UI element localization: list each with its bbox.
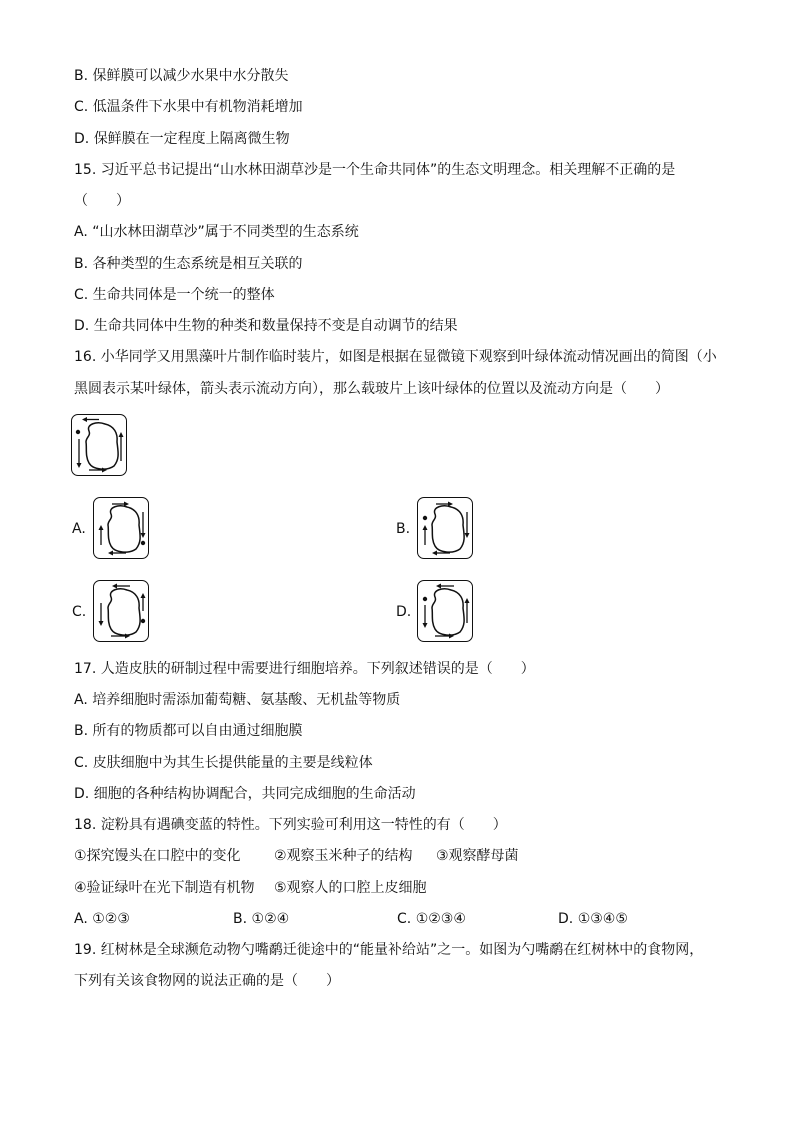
q19-stem-line2: 下列有关该食物网的说法正确的是（ ） — [74, 973, 340, 989]
arrowhead — [112, 584, 117, 589]
chloroplast-dot — [141, 541, 145, 545]
q15-stem-blank: （ ） — [74, 193, 130, 209]
q18-item-5: ⑤观察人的口腔上皮细胞 — [274, 880, 427, 896]
q14-option-b: B. 保鲜膜可以减少水果中水分散失 — [74, 68, 289, 84]
chloroplast-dot — [141, 619, 145, 623]
q17-option-a: A. 培养细胞时需添加葡萄糖、氨基酸、无机盐等物质 — [74, 692, 401, 708]
cell-outline — [108, 589, 140, 635]
arrowhead — [465, 533, 470, 538]
q18-choice-c[interactable]: C. ①②③④ — [397, 911, 466, 927]
q16-option-c-figure[interactable] — [93, 580, 149, 642]
q14-option-c: C. 低温条件下水果中有机物消耗增加 — [74, 99, 303, 115]
arrowhead — [82, 417, 87, 422]
q16-stem-line2: 黑圆表示某叶绿体，箭头表示流动方向），那么载玻片上该叶绿体的位置以及流动方向是（ ） — [74, 381, 669, 397]
q17-option-b: B. 所有的物质都可以自由通过细胞膜 — [74, 723, 303, 739]
arrowhead — [465, 598, 470, 603]
arrowhead — [99, 525, 104, 530]
q18-item-4: ④验证绿叶在光下制造有机物 — [74, 880, 255, 896]
q18-item-1: ①探究馒头在口腔中的变化 — [74, 848, 241, 864]
arrowhead — [448, 502, 453, 507]
q14-option-d: D. 保鲜膜在一定程度上隔离微生物 — [74, 131, 290, 147]
q17-stem: 17. 人造皮肤的研制过程中需要进行细胞培养。下列叙述错误的是（ ） — [74, 661, 535, 677]
q17-option-c: C. 皮肤细胞中为其生长提供能量的主要是线粒体 — [74, 755, 373, 771]
chloroplast-dot — [423, 597, 427, 601]
q15-option-a: A. “山水林田湖草沙”属于不同类型的生态系统 — [74, 224, 359, 240]
q15-option-c: C. 生命共同体是一个统一的整体 — [74, 287, 275, 303]
reference-figure-drawing — [72, 415, 128, 477]
q17-option-d: D. 细胞的各种结构协调配合，共同完成细胞的生命活动 — [74, 786, 416, 802]
option-c-drawing — [94, 581, 150, 643]
q16-option-b-figure[interactable] — [417, 497, 473, 559]
chloroplast-dot — [423, 516, 427, 520]
q16-option-a-label: A. — [72, 521, 86, 537]
arrowhead — [141, 533, 146, 538]
arrowhead — [141, 593, 146, 598]
q15-option-d: D. 生命共同体中生物的种类和数量保持不变是自动调节的结果 — [74, 318, 458, 334]
option-b-drawing — [418, 498, 474, 560]
arrowhead — [432, 551, 437, 556]
arrowhead — [423, 623, 428, 628]
q16-option-c-label: C. — [72, 604, 87, 620]
q18-stem: 18. 淀粉具有遇碘变蓝的特性。下列实验可利用这一特性的有（ ） — [74, 817, 507, 833]
q18-item-3: ③观察酵母菌 — [436, 848, 519, 864]
cell-outline — [432, 589, 464, 635]
q16-option-b-label: B. — [396, 521, 411, 537]
cell-outline — [108, 506, 140, 552]
arrowhead — [99, 621, 104, 626]
q19-stem: 19. 红树林是全球濒危动物勺嘴鹬迁徙途中的“能量补给站”之一。如图为勺嘴鹬在红树林中的食物网， — [74, 942, 704, 958]
arrowhead — [77, 463, 82, 468]
cell-outline — [86, 423, 118, 469]
q15-stem: 15. 习近平总书记提出“山水林田湖草沙是一个生命共同体”的生态文明理念。相关理解不正确的是 — [74, 162, 676, 178]
cell-outline — [432, 506, 464, 552]
chloroplast-dot — [76, 430, 80, 434]
arrowhead — [108, 551, 113, 556]
option-a-drawing — [94, 498, 150, 560]
q16-option-d-label: D. — [396, 604, 412, 620]
q16-option-a-figure[interactable] — [93, 497, 149, 559]
arrowhead — [124, 502, 129, 507]
q18-item-2: ②观察玉米种子的结构 — [274, 848, 413, 864]
q18-choice-b[interactable]: B. ①②④ — [233, 911, 290, 927]
q18-choice-d[interactable]: D. ①③④⑤ — [558, 911, 628, 927]
q16-reference-figure — [71, 414, 127, 476]
arrowhead — [423, 525, 428, 530]
option-d-drawing — [418, 581, 474, 643]
q16-stem: 16. 小华同学又用黑藻叶片制作临时装片，如图是根据在显微镜下观察到叶绿体流动情况画出的简图（小 — [74, 349, 717, 365]
q18-choice-a[interactable]: A. ①②③ — [74, 911, 130, 927]
arrowhead — [119, 432, 124, 437]
q16-option-d-figure[interactable] — [417, 580, 473, 642]
arrowhead — [436, 584, 441, 589]
q15-option-b: B. 各种类型的生态系统是相互关联的 — [74, 256, 303, 272]
